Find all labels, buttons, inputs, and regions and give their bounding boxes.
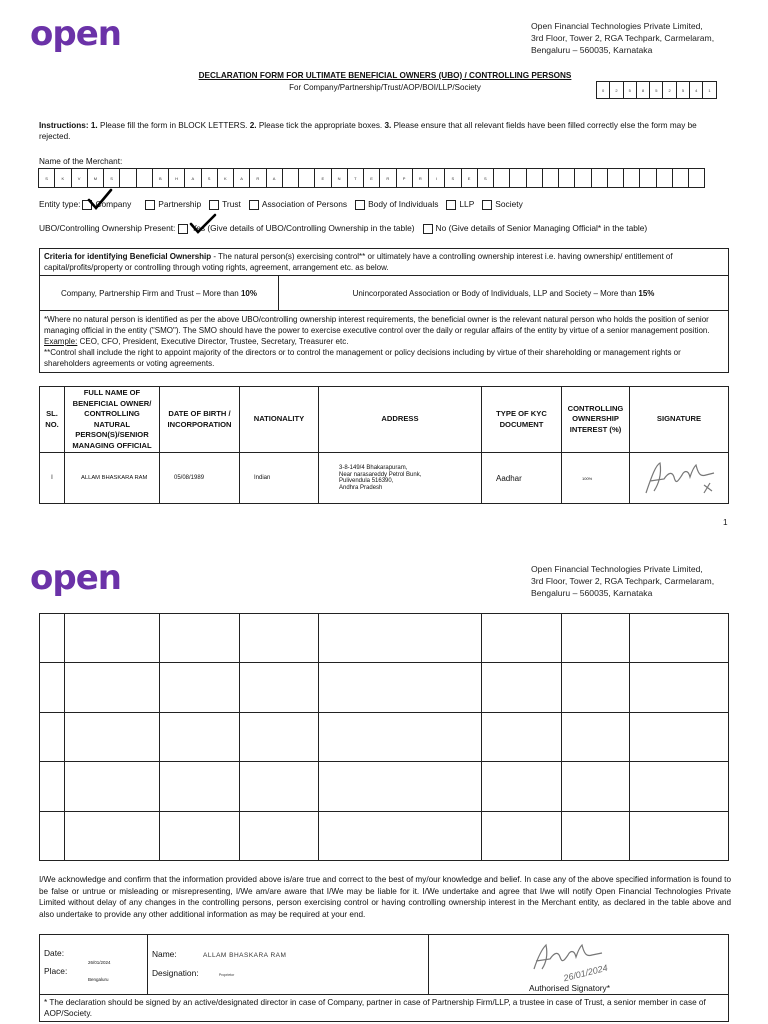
cell-nationality[interactable]: Indian <box>240 453 319 504</box>
table-row <box>40 812 729 861</box>
merchant-letter-box[interactable]: R <box>379 168 396 188</box>
merchant-letter-box[interactable]: A <box>184 168 201 188</box>
merchant-letter-box[interactable] <box>282 168 299 188</box>
criteria-table <box>39 248 729 373</box>
merchant-letter-box[interactable] <box>298 168 315 188</box>
date-value[interactable]: 26/01/2024 <box>88 960 111 965</box>
authorised-signature-cell[interactable] <box>429 935 729 995</box>
merchant-letter-box[interactable]: I <box>428 168 445 188</box>
signoff-footnote: * The declaration should be signed by an active/designated director in case of Company, partner in case of Partnership Firm/LLP, a trustee in case of Trust, a senior member in case of AOP/Society. <box>40 995 729 1022</box>
merchant-letter-box[interactable]: S <box>201 168 218 188</box>
place-value[interactable]: Bengaluru <box>88 977 109 982</box>
form-title: DECLARATION FORM FOR ULTIMATE BENEFICIAL OWNERS (UBO) / CONTROLLING PERSONS <box>198 71 572 80</box>
address-line: 3rd Floor, Tower 2, RGA Techpark, Carmelaram, <box>531 576 715 586</box>
entity-option-aop[interactable]: Association of Persons <box>249 199 347 210</box>
checkbox[interactable] <box>446 200 456 210</box>
merchant-letter-box[interactable]: E <box>461 168 478 188</box>
ref-box: 1 <box>702 81 716 99</box>
handwritten-date: 26/01/2024 <box>562 962 609 984</box>
merchant-letter-box[interactable] <box>542 168 559 188</box>
ubo-table <box>39 386 729 504</box>
merchant-letter-box[interactable] <box>493 168 510 188</box>
cell-sl[interactable]: I <box>40 453 65 504</box>
merchant-letter-box[interactable] <box>672 168 689 188</box>
merchant-letter-box[interactable] <box>656 168 673 188</box>
cell-interest[interactable]: 100% <box>562 453 630 504</box>
ref-box: 5 <box>623 81 637 99</box>
entity-option-boi[interactable]: Body of Individuals <box>355 199 438 210</box>
merchant-letter-box[interactable] <box>119 168 136 188</box>
table-row <box>40 614 729 663</box>
col-address: ADDRESS <box>319 387 482 453</box>
company-address <box>531 20 714 56</box>
col-dob: DATE OF BIRTH / INCORPORATION <box>160 387 240 453</box>
table-row <box>40 663 729 713</box>
merchant-letter-box[interactable]: E <box>314 168 331 188</box>
merchant-letter-box[interactable]: K <box>54 168 71 188</box>
instruction-text: Please ensure that all relevant fields have been filled correctly else the form may be rejected. <box>39 121 697 141</box>
merchant-letter-box[interactable] <box>688 168 705 188</box>
company-address <box>531 563 714 599</box>
cell-dob[interactable]: 05/08/1989 <box>160 453 240 504</box>
instruction-number: 1. <box>90 121 98 130</box>
name-label: Name: <box>152 949 177 959</box>
instruction-number: 2. <box>249 121 257 130</box>
instructions <box>39 120 729 142</box>
merchant-letter-box[interactable] <box>526 168 543 188</box>
merchant-letter-box[interactable] <box>136 168 153 188</box>
col-nationality: NATIONALITY <box>240 387 319 453</box>
entity-option-company[interactable]: Company <box>82 199 131 210</box>
name-value[interactable]: ALLAM BHASKARA RAM <box>203 952 287 959</box>
checkbox[interactable] <box>355 200 365 210</box>
page-number: 1 <box>723 518 728 527</box>
entity-option-trust[interactable]: Trust <box>209 199 241 210</box>
cell-name[interactable]: ALLAM BHASKARA RAM <box>65 453 160 504</box>
merchant-letter-box[interactable]: A <box>266 168 283 188</box>
merchant-letter-box[interactable]: N <box>331 168 348 188</box>
address-line: Bengaluru – 560035, Karnataka <box>531 45 653 55</box>
open-logo: open <box>30 14 121 54</box>
entity-type-label: Entity type: <box>39 199 81 210</box>
criteria-heading: Criteria for identifying Beneficial Ownership <box>44 252 212 261</box>
signoff-table <box>39 934 729 1022</box>
merchant-letter-box[interactable] <box>558 168 575 188</box>
table-row <box>40 713 729 762</box>
tick-marks <box>80 186 240 236</box>
col-signature: SIGNATURE <box>630 387 729 453</box>
merchant-name-boxes[interactable] <box>39 168 705 188</box>
merchant-letter-box[interactable] <box>574 168 591 188</box>
name-designation-cell <box>148 935 429 995</box>
instruction-number: 3. <box>384 121 392 130</box>
criteria-text-cell <box>40 249 729 276</box>
ref-box: 4 <box>689 81 703 99</box>
authorised-signatory-label: Authorised Signatory* <box>529 983 611 993</box>
handwritten-signature <box>634 455 724 499</box>
entity-option-society[interactable]: Society <box>482 199 522 210</box>
merchant-letter-box[interactable] <box>509 168 526 188</box>
designation-value[interactable]: Proprietor <box>218 973 235 977</box>
merchant-letter-box[interactable]: A <box>233 168 250 188</box>
criteria-notes: *Where no natural person is identified as per the above UBO/controlling ownership interest requirements, the beneficial owner is the relevant natural person who holds the position of senior managing official in the entity ("SMO"). The SMO should have the power to exercise executive control over the daily or regular affairs of the entity by virtue of a senior management position. Example: CEO, CFO, President, Executive Director, Trustee, Secretary, Treasurer etc. **Control shall include the right to appoint majority of the directors or to control the management or policy decisions including by virtue of their shareholding or management rights or shareholders agreements or voting agreements. <box>40 311 729 373</box>
merchant-letter-box[interactable]: V <box>71 168 88 188</box>
merchant-letter-box[interactable]: S <box>103 168 120 188</box>
merchant-letter-box[interactable]: E <box>363 168 380 188</box>
checkbox[interactable] <box>423 224 433 234</box>
ref-box: 2 <box>662 81 676 99</box>
designation-label: Designation: <box>152 968 199 978</box>
instructions-label: Instructions: <box>39 121 89 130</box>
cell-address[interactable]: 3-8-149/4 Bhakarapuram, Near narasareddy Petrol Bunk, Pulivendula 516390, Andhra Pradesh <box>319 453 482 504</box>
merchant-letter-box[interactable] <box>623 168 640 188</box>
merchant-letter-box[interactable] <box>591 168 608 188</box>
instruction-text: Please tick the appropriate boxes. <box>258 121 383 130</box>
ref-box: 5 <box>649 81 663 99</box>
ref-box: 5 <box>676 81 690 99</box>
control-note: **Control shall include the right to appoint majority of the directors or to control the management or policy decisions including by virtue of their shareholding or management rights or shareholders agreements or voting agreements. <box>44 348 681 368</box>
address-line: Bengaluru – 560035, Karnataka <box>531 588 653 598</box>
criteria-threshold-left: Company, Partnership Firm and Trust – More than 10% <box>40 276 279 311</box>
merchant-letter-box[interactable]: M <box>87 168 104 188</box>
merchant-label: Name of the Merchant: <box>39 157 123 166</box>
ref-box: 0 <box>596 81 610 99</box>
tick-mark-yes <box>191 215 215 232</box>
merchant-letter-box[interactable]: S <box>477 168 494 188</box>
merchant-letter-box[interactable]: R <box>412 168 429 188</box>
instruction-text: Please fill the form in BLOCK LETTERS. <box>100 121 248 130</box>
col-sl-no: SL. NO. <box>40 387 65 453</box>
cell-kyc[interactable]: Aadhar <box>482 453 562 504</box>
form-reference-boxes <box>597 81 717 99</box>
cell-signature[interactable] <box>630 453 729 504</box>
date-place-cell <box>40 935 148 995</box>
criteria-threshold-right: Unincorporated Association or Body of Individuals, LLP and Society – More than 15% <box>279 276 729 311</box>
tick-mark-company <box>89 190 111 208</box>
smo-note: *Where no natural person is identified as per the above UBO/controlling ownership interest requirements, the beneficial owner is the relevant natural person who holds the position of senior managing official in the entity ("SMO"). The SMO should have the power to exercise executive control over the daily or regular affairs of the entity by virtue of a senior management position. <box>44 315 710 335</box>
open-logo: open <box>30 558 121 598</box>
merchant-letter-box[interactable]: R <box>249 168 266 188</box>
form-subtitle: For Company/Partnership/Trust/AOP/BOI/LLP/Society <box>289 83 481 92</box>
entity-option-llp[interactable]: LLP <box>446 199 474 210</box>
ubo-continuation-table <box>39 613 729 861</box>
criteria-text: - The natural person(s) exercising control** or ultimately have a controlling ownership interest i.e. having ownership/ entitlement of capital/profits/property or controlling through voting rights, agreement, arrangement etc. as below. <box>44 252 673 272</box>
ubo-present-label: UBO/Controlling Ownership Present: <box>39 223 176 234</box>
merchant-letter-box[interactable]: T <box>347 168 364 188</box>
table-row <box>40 762 729 812</box>
col-full-name: FULL NAME OF BENEFICIAL OWNER/ CONTROLLING NATURAL PERSON(S)/SENIOR MANAGING OFFICIAL <box>65 387 160 453</box>
table-row <box>40 453 729 504</box>
col-interest: CONTROLLING OWNERSHIP INTEREST (%) <box>562 387 630 453</box>
address-line: Open Financial Technologies Private Limited, <box>531 564 703 574</box>
col-kyc: TYPE OF KYC DOCUMENT <box>482 387 562 453</box>
ubo-option-yes[interactable]: Yes (Give details of UBO/Controlling Ownership in the table) <box>178 223 414 234</box>
ubo-option-no[interactable]: No (Give details of Senior Managing Official* in the table) <box>423 223 648 234</box>
merchant-letter-box[interactable]: P <box>396 168 413 188</box>
merchant-letter-box[interactable]: K <box>217 168 234 188</box>
ref-box: 8 <box>636 81 650 99</box>
acknowledgement-text: I/We acknowledge and confirm that the information provided above is/are true and correct to the best of my/our knowledge and belief. In case any of the above specified information is found to be false or untrue or misleading or misrepresenting, I/We am/are aware that I/We may be liable for it. I/We undertake and agree that I/we will notify Open Financial Technologies Private Limited without delay of any changes in the controlling persons, person exercising control or having controlling ownership interest in the Merchant entity, as declared in the table above and also undertake to provide any other additional information as may be required at your end. <box>39 875 731 919</box>
merchant-letter-box[interactable]: S <box>444 168 461 188</box>
merchant-letter-box[interactable]: H <box>168 168 185 188</box>
merchant-letter-box[interactable]: S <box>38 168 55 188</box>
merchant-letter-box[interactable] <box>607 168 624 188</box>
address-line: Open Financial Technologies Private Limited, <box>531 21 703 31</box>
place-label: Place: <box>44 966 68 976</box>
date-label: Date: <box>44 948 65 958</box>
merchant-letter-box[interactable]: B <box>152 168 169 188</box>
checkbox[interactable] <box>482 200 492 210</box>
address-line: 3rd Floor, Tower 2, RGA Techpark, Carmelaram, <box>531 33 715 43</box>
ubo-header-row <box>40 387 729 453</box>
checkbox[interactable] <box>249 200 259 210</box>
merchant-letter-box[interactable] <box>639 168 656 188</box>
entity-option-partnership[interactable]: Partnership <box>145 199 201 210</box>
ref-box: 2 <box>609 81 623 99</box>
